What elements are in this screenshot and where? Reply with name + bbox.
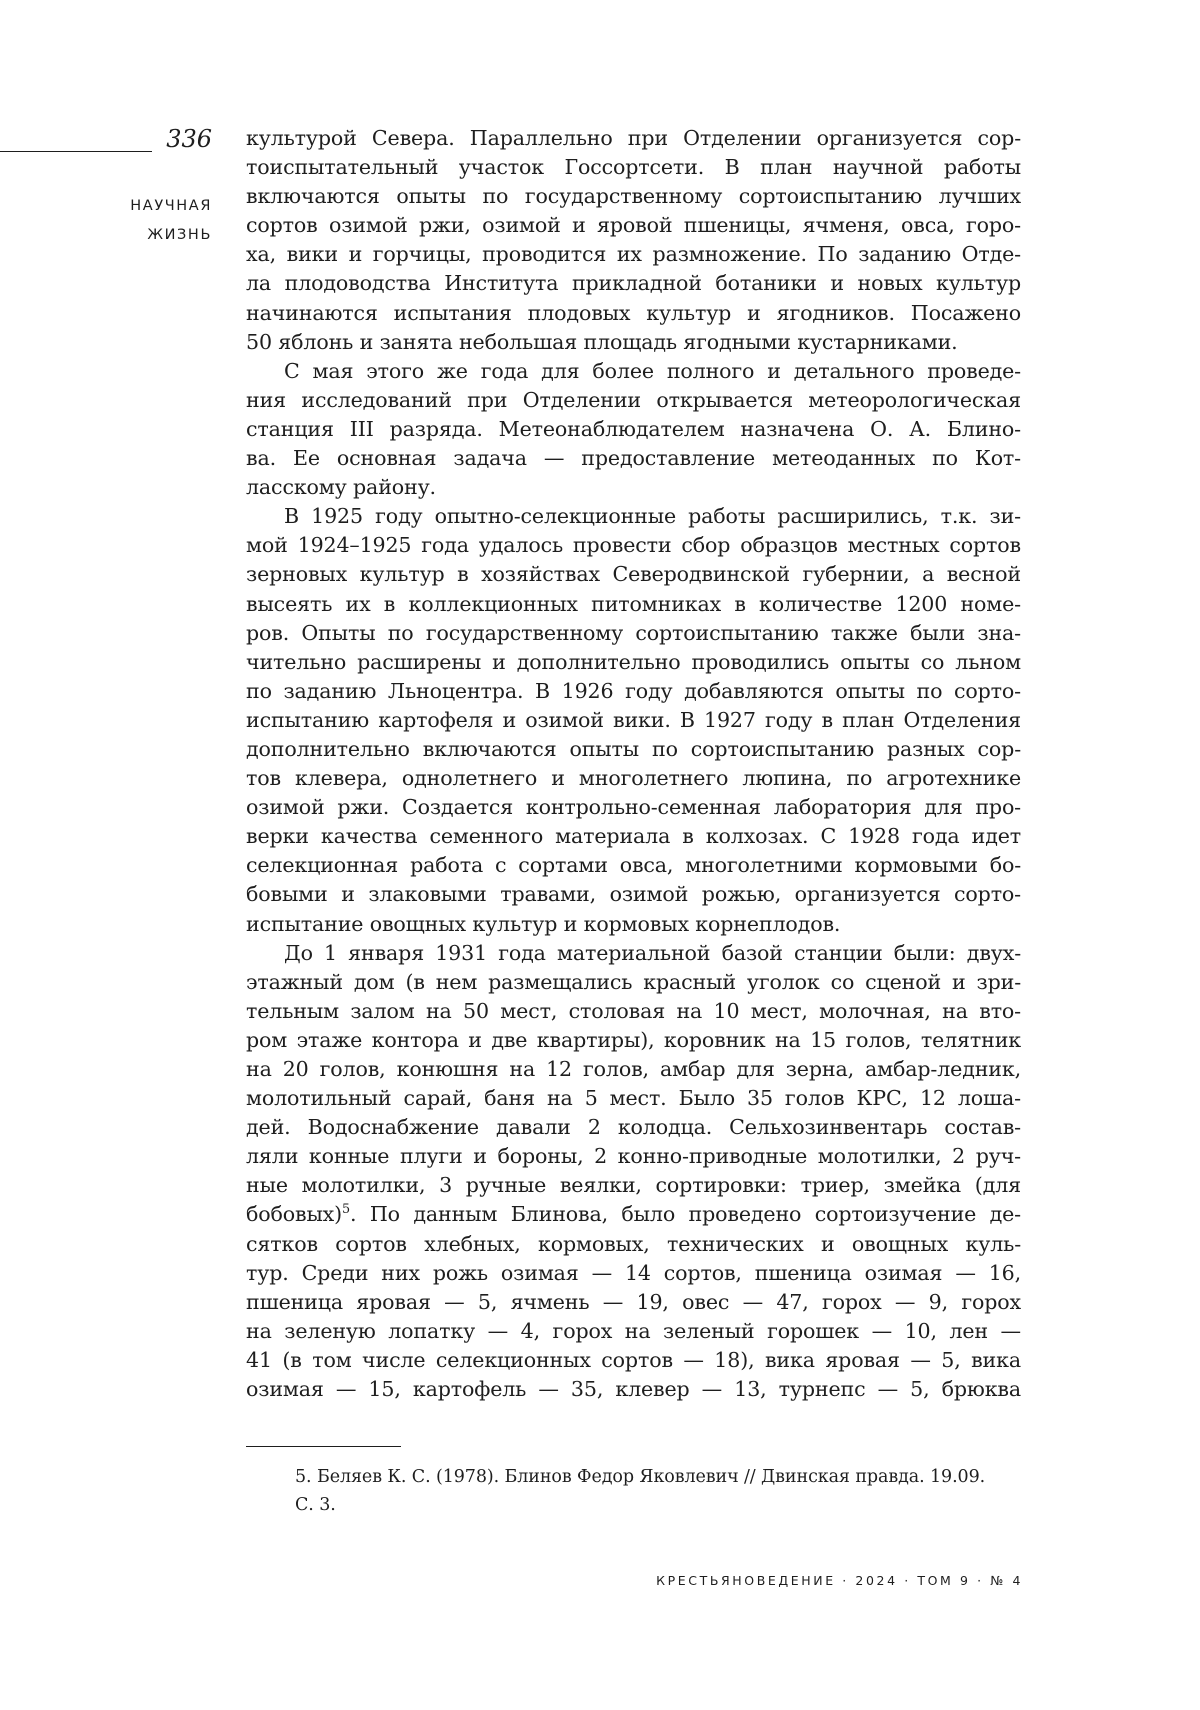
text-line: С мая этого же года для более полного и детального проведе- [246, 357, 1021, 386]
text-line: До 1 января 1931 года материальной базой станции были: двух- [246, 939, 1021, 968]
page-number: 336 [160, 124, 212, 154]
text-line: мой 1924–1925 года удалось провести сбор образцов местных сортов [246, 531, 1021, 560]
text-line: высеять их в коллекционных питомниках в количестве 1200 номе- [246, 590, 1021, 619]
text-line: ва. Ее основная задача — предоставление метеоданных по Кот- [246, 444, 1021, 473]
text-line: 41 (в том числе селекционных сортов — 18), вика яровая — 5, вика [246, 1346, 1021, 1375]
text-line: В 1925 году опытно-селекционные работы расширились, т.к. зи- [246, 502, 1021, 531]
text-line: ляли конные плуги и бороны, 2 конно-приводные молотилки, 2 руч- [246, 1142, 1021, 1171]
text-line: на зеленую лопатку — 4, горох на зеленый горошек — 10, лен — [246, 1317, 1021, 1346]
text-line: молотильный сарай, баня на 5 мест. Было 35 голов КРС, 12 лоша- [246, 1084, 1021, 1113]
text-fragment: . По данным Блинова, было проведено сортоизучение де- [350, 1202, 1021, 1226]
text-line: станция III разряда. Метеонаблюдателем назначена О. А. Блино- [246, 415, 1021, 444]
section-label-line: НАУЧНАЯ [100, 192, 212, 221]
text-line: начинаются испытания плодовых культур и ягодников. Посажено [246, 299, 1021, 328]
text-line: селекционная работа с сортами овса, многолетними кормовыми бо- [246, 851, 1021, 880]
text-line: включаются опыты по государственному сортоиспытанию лучших [246, 182, 1021, 211]
text-line: пшеница яровая — 5, ячмень — 19, овес — 47, горох — 9, горох [246, 1288, 1021, 1317]
text-line: ния исследований при Отделении открывается метеорологическая [246, 386, 1021, 415]
text-line: сятков сортов хлебных, кормовых, технических и овощных куль- [246, 1230, 1021, 1259]
footnote-line: 5. Беляев К. С. (1978). Блинов Федор Яковлевич // Двинская правда. 19.09. [295, 1464, 1021, 1492]
text-line [246, 1200, 1021, 1229]
footnote-reference[interactable]: 5 [342, 1203, 350, 1218]
page-number-rule [0, 151, 152, 152]
text-line: тоиспытательный участок Госсортсети. В план научной работы [246, 153, 1021, 182]
text-line: культурой Севера. Параллельно при Отделении организуется сор- [246, 124, 1021, 153]
section-label-line: ЖИЗНЬ [100, 221, 212, 250]
text-line: ла плодоводства Института прикладной ботаники и новых культур [246, 269, 1021, 298]
text-line: тельным залом на 50 мест, столовая на 10 мест, молочная, на вто- [246, 997, 1021, 1026]
text-line: дей. Водоснабжение давали 2 колодца. Сельхозинвентарь состав- [246, 1113, 1021, 1142]
section-label [100, 192, 212, 250]
text-line: бовыми и злаковыми травами, озимой рожью, организуется сорто- [246, 880, 1021, 909]
text-line: тов клевера, однолетнего и многолетнего люпина, по агротехнике [246, 764, 1021, 793]
text-line: озимая — 15, картофель — 35, клевер — 13, турнепс — 5, брюква [246, 1375, 1021, 1404]
text-line: дополнительно включаются опыты по сортоиспытанию разных сор- [246, 735, 1021, 764]
text-line: 50 яблонь и занята небольшая площадь ягодными кустарниками. [246, 328, 1021, 357]
text-line: зерновых культур в хозяйствах Северодвинской губернии, а весной [246, 560, 1021, 589]
footnote [295, 1464, 1021, 1519]
text-line: ром этаже контора и две квартиры), коровник на 15 голов, телятник [246, 1026, 1021, 1055]
text-line: чительно расширены и дополнительно проводились опыты со льном [246, 648, 1021, 677]
footnote-line: С. 3. [295, 1492, 1021, 1520]
text-fragment: бобовых) [246, 1202, 342, 1226]
text-line: ров. Опыты по государственному сортоиспытанию также были зна- [246, 619, 1021, 648]
text-line: ха, вики и горчицы, проводится их размножение. По заданию Отде- [246, 240, 1021, 269]
text-line: ласскому району. [246, 473, 1021, 502]
text-line: озимой ржи. Создается контрольно-семенная лаборатория для про- [246, 793, 1021, 822]
text-line: сортов озимой ржи, озимой и яровой пшеницы, ячменя, овса, горо- [246, 211, 1021, 240]
body-text [246, 124, 1021, 1404]
text-line: тур. Среди них рожь озимая — 14 сортов, пшеница озимая — 16, [246, 1259, 1021, 1288]
text-line: ные молотилки, 3 ручные веялки, сортировки: триер, змейка (для [246, 1171, 1021, 1200]
text-line: этажный дом (в нем размещались красный уголок со сценой и зри- [246, 968, 1021, 997]
text-line: по заданию Льноцентра. В 1926 году добавляются опыты по сорто- [246, 677, 1021, 706]
text-line: испытанию картофеля и озимой вики. В 1927 году в план Отделения [246, 706, 1021, 735]
footnote-rule [246, 1446, 401, 1447]
text-line: испытание овощных культур и кормовых корнеплодов. [246, 910, 1021, 939]
running-footer: КРЕСТЬЯНОВЕДЕНИЕ · 2024 · ТОМ 9 · № 4 [656, 1573, 1023, 1588]
text-line: верки качества семенного материала в колхозах. С 1928 года идет [246, 822, 1021, 851]
text-line: на 20 голов, конюшня на 12 голов, амбар для зерна, амбар-ледник, [246, 1055, 1021, 1084]
